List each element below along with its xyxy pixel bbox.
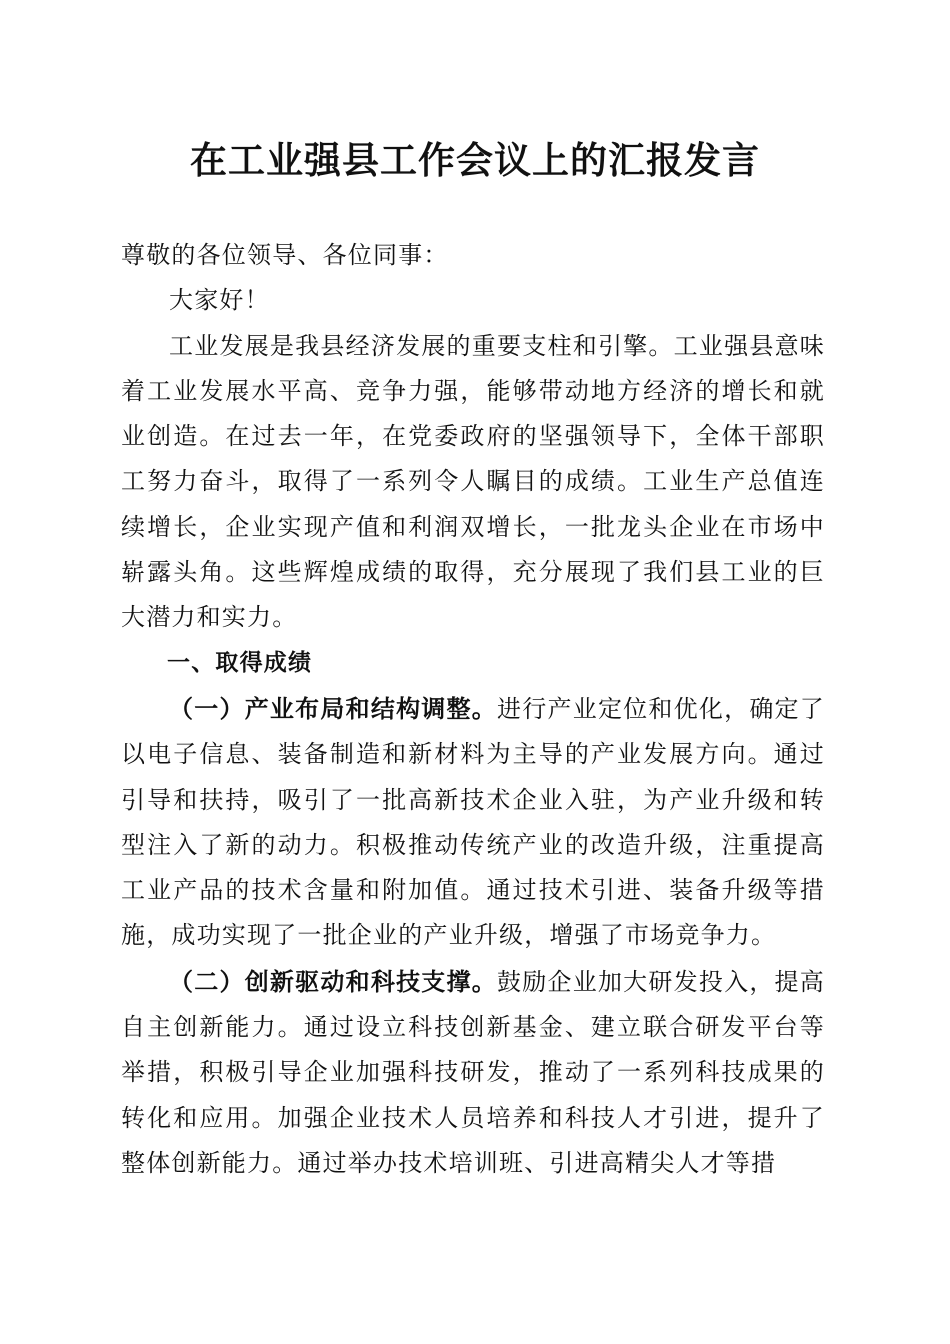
item-2-text: 鼓励企业加大研发投入，提高自主创新能力。通过设立科技创新基金、建立联合研发平台等举措，积极引导企业加强科技研发，推动了一系列科技成果的转化和应用。加强企业技术人员培养和科技人才引进，提升了整体创新能力。通过举办技术培训班、引进高精尖人才等措	[121, 967, 825, 1177]
document-title: 在工业强县工作会议上的汇报发言	[190, 138, 760, 182]
document-body	[121, 233, 825, 1186]
paragraph-item-2	[121, 959, 825, 1186]
greeting: 大家好！	[169, 286, 270, 315]
intro-paragraph: 工业发展是我县经济发展的重要支柱和引擎。工业强县意味着工业发展水平高、竞争力强，能够带动地方经济的增长和就业创造。在过去一年，在党委政府的坚强领导下，全体干部职工努力奋斗，取得了一系列令人瞩目的成绩。工业生产总值连续增长，企业实现产值和利润双增长，一批龙头企业在市场中崭露头角。这些辉煌成绩的取得，充分展现了我们县工业的巨大潜力和实力。	[121, 331, 825, 632]
section-heading: 一、取得成绩	[167, 649, 313, 676]
salutation: 尊敬的各位领导、各位同事：	[121, 241, 449, 269]
paragraph-item-1	[121, 686, 825, 959]
item-1-heading: （一）产业布局和结构调整。	[169, 693, 498, 723]
item-2-heading: （二）创新驱动和科技支撑。	[169, 966, 498, 996]
item-1-text: 进行产业定位和优化，确定了以电子信息、装备制造和新材料为主导的产业发展方向。通过引导和扶持，吸引了一批高新技术企业入驻，为产业升级和转型注入了新的动力。积极推动传统产业的改造升级，注重提高工业产品的技术含量和附加值。通过技术引进、装备升级等措施，成功实现了一批企业的产业升级，增强了市场竞争力。	[121, 694, 825, 950]
